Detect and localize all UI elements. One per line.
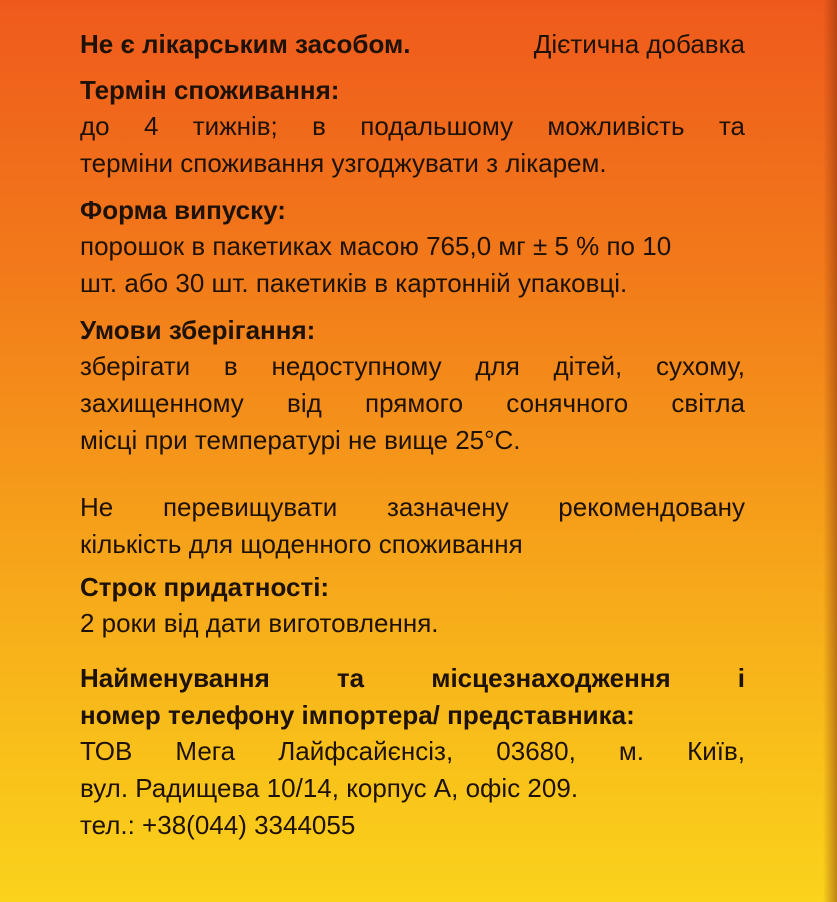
shelf-line-1: 2 роки від дати виготовлення. [80, 608, 439, 638]
term-line-1: до 4 тижнів; в подальшому можливість та [80, 111, 745, 141]
dietary-supplement-label: Дієтична добавка [533, 29, 745, 59]
warning-line-2: кількість для щоденного споживання [80, 529, 523, 559]
form-line-1: порошок в пакетиках масою 765,0 мг ± 5 % по 10 [80, 231, 672, 261]
storage-line-3: місці при температурі не вище 25°С. [80, 425, 521, 455]
storage-heading: Умови зберігання: [80, 315, 316, 345]
importer-heading-line-1: Найменування та місцезнаходження і [80, 663, 745, 693]
section-form [80, 192, 745, 302]
not-medicine-notice: Не є лікарським засобом. [80, 29, 411, 59]
shelf-heading: Строк придатності: [80, 572, 330, 602]
section-term [80, 72, 745, 182]
importer-heading-line-2: номер телефону імпортера/ представника: [80, 700, 635, 730]
storage-line-2: захищенному від прямого сонячного світла [80, 388, 745, 418]
section-storage [80, 312, 745, 459]
importer-phone: тел.: +38(044) 3344055 [80, 810, 356, 840]
form-line-2: шт. або 30 шт. пакетиків в картонній упаковці. [80, 268, 628, 298]
importer-line-1: ТОВ Мега Лайфсайєнсіз, 03680, м. Київ, [80, 736, 745, 766]
storage-line-1: зберігати в недоступному для дітей, сухому, [80, 351, 745, 381]
importer-line-2: вул. Радищева 10/14, корпус А, офіс 209. [80, 773, 579, 803]
form-heading: Форма випуску: [80, 195, 286, 225]
warning-line-1: Не перевищувати зазначену рекомендовану [80, 492, 745, 522]
label-text-block [80, 26, 745, 844]
section-shelf-life [80, 569, 745, 642]
term-line-2: терміни споживання узгоджувати з лікарем. [80, 148, 607, 178]
package-edge-shadow [823, 0, 837, 902]
section-warning [80, 489, 745, 563]
section-importer [80, 660, 745, 844]
term-heading: Термін споживання: [80, 75, 340, 105]
header-line [80, 26, 745, 62]
